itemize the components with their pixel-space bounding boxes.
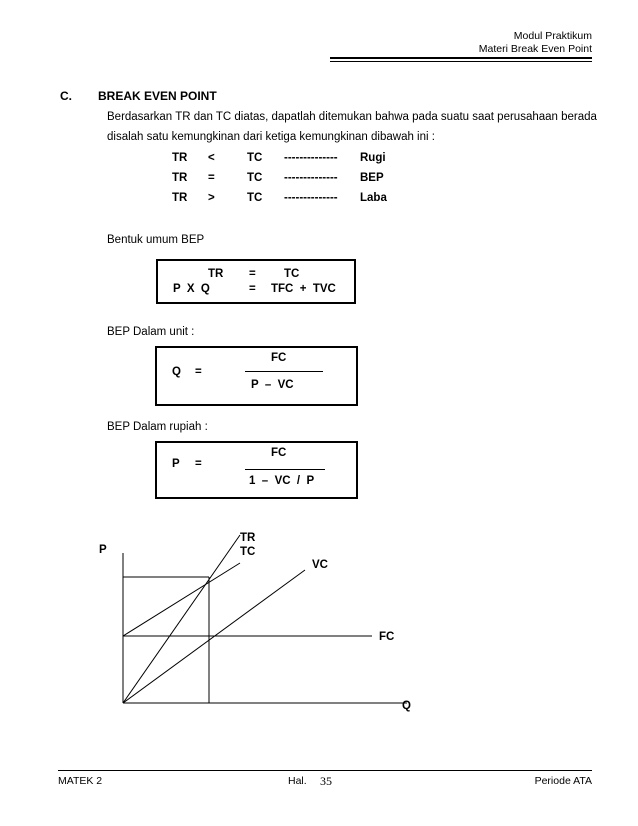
header-module-title: Modul Praktikum [513, 30, 592, 42]
condition-dashes: -------------- [284, 172, 338, 184]
condition-left: TR [172, 152, 188, 164]
header-subject-title: Materi Break Even Point [478, 43, 592, 55]
tc-line [123, 563, 240, 636]
condition-dashes: -------------- [284, 152, 338, 164]
tr-line [123, 535, 240, 703]
graph-vc-label: VC [312, 559, 328, 571]
footer-rule [58, 770, 592, 771]
condition-result: BEP [360, 172, 384, 184]
bep-unit-label: BEP Dalam unit : [107, 326, 195, 338]
condition-right: TC [247, 152, 263, 164]
condition-right: TC [247, 172, 263, 184]
bep-unit-numerator: FC [271, 352, 287, 364]
bep-rupiah-label: BEP Dalam rupiah : [107, 421, 208, 433]
footer-page-label: Hal. [288, 775, 307, 787]
condition-operator: = [208, 172, 215, 184]
bep-general-tc: TC [284, 268, 300, 280]
bep-general-pxq: P X Q [173, 283, 210, 295]
condition-dashes: -------------- [284, 192, 338, 204]
graph-tr-label: TR [240, 532, 256, 544]
bep-rupiah-eq: = [195, 458, 202, 470]
bep-general-eq-1: = [249, 268, 256, 280]
graph-fc-label: FC [379, 631, 395, 643]
graph-y-label: P [99, 544, 107, 556]
bep-rupiah-lhs: P [172, 458, 180, 470]
intro-line-1: Berdasarkan TR dan TC diatas, dapatlah ditemukan bahwa pada suatu saat perusahaan berada [107, 111, 597, 123]
bep-unit-lhs: Q [172, 366, 181, 378]
bep-unit-denominator: P – VC [251, 379, 294, 391]
bep-rupiah-denominator: 1 – VC / P [249, 475, 315, 487]
footer-period: Periode ATA [534, 775, 592, 787]
bep-rupiah-numerator: FC [271, 447, 287, 459]
condition-right: TC [247, 192, 263, 204]
footer-page-number: 35 [320, 774, 332, 788]
bep-general-tfc-tvc: TFC + TVC [271, 283, 336, 295]
bep-general-eq-2: = [249, 283, 256, 295]
bep-general-tr: TR [208, 268, 224, 280]
section-title: BREAK EVEN POINT [98, 89, 217, 103]
condition-result: Laba [360, 192, 387, 204]
condition-left: TR [172, 192, 188, 204]
intro-line-2: disalah satu kemungkinan dari ketiga kemungkinan dibawah ini : [107, 131, 435, 143]
footer-course: MATEK 2 [58, 775, 103, 787]
bep-unit-eq: = [195, 366, 202, 378]
graph-x-label: Q [402, 700, 411, 712]
condition-left: TR [172, 172, 188, 184]
condition-operator: > [208, 192, 215, 204]
bep-general-label: Bentuk umum BEP [107, 234, 205, 246]
section-letter: C. [60, 89, 72, 103]
condition-result: Rugi [360, 152, 386, 164]
graph-tc-label: TC [240, 546, 256, 558]
condition-operator: < [208, 152, 215, 164]
